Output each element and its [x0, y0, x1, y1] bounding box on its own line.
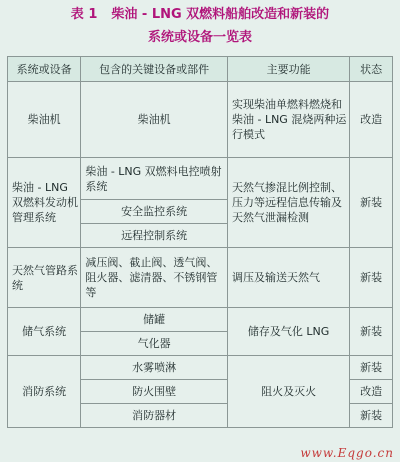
component-cell: 柴油 - LNG 双燃料电控喷射系统 [81, 158, 228, 200]
component-cell: 减压阀、截止阀、透气阀、阻火器、滤清器、不锈钢管等 [81, 248, 228, 308]
status-cell: 新装 [350, 404, 393, 428]
table-caption-text: 柴油 - LNG 双燃料船舶改造和新装的 [111, 7, 330, 22]
table-row [8, 158, 393, 200]
component-cell: 气化器 [81, 332, 228, 356]
function-cell: 阻火及灭火 [227, 356, 349, 428]
component-cell: 消防器材 [81, 404, 228, 428]
function-cell: 调压及输送天然气 [227, 248, 349, 308]
table-header-row [8, 57, 393, 82]
component-cell: 柴油机 [81, 82, 228, 158]
table-caption-line1 [0, 7, 400, 23]
component-cell: 安全监控系统 [81, 200, 228, 224]
equipment-table [7, 56, 393, 428]
system-cell: 天然气管路系统 [8, 248, 81, 308]
status-cell: 改造 [350, 82, 393, 158]
table-caption-line2: 系统或设备一览表 [147, 30, 252, 45]
component-cell: 水雾喷淋 [81, 356, 228, 380]
table-number: 表 1 [70, 7, 98, 22]
function-cell: 实现柴油单燃料燃烧和柴油 - LNG 混烧两种运行模式 [227, 82, 349, 158]
system-cell: 储气系统 [8, 308, 81, 356]
header-status: 状态 [350, 57, 393, 82]
table-row [8, 356, 393, 380]
header-component: 包含的关键设备或部件 [81, 57, 228, 82]
status-cell: 改造 [350, 380, 393, 404]
table-row [8, 248, 393, 308]
status-cell: 新装 [350, 308, 393, 356]
header-system: 系统或设备 [8, 57, 81, 82]
table-row [8, 82, 393, 158]
status-cell: 新装 [350, 158, 393, 248]
header-function: 主要功能 [227, 57, 349, 82]
system-cell: 柴油机 [8, 82, 81, 158]
table-row [8, 308, 393, 332]
function-cell: 天然气掺混比例控制、压力等远程信息传输及天然气泄漏检测 [227, 158, 349, 248]
component-cell: 储罐 [81, 308, 228, 332]
status-cell: 新装 [350, 356, 393, 380]
system-cell: 柴油 - LNG 双燃料发动机管理系统 [8, 158, 81, 248]
function-cell: 储存及气化 LNG [227, 308, 349, 356]
site-watermark: www.Eqgo.cn [300, 446, 394, 460]
system-cell: 消防系统 [8, 356, 81, 428]
component-cell: 远程控制系统 [81, 224, 228, 248]
status-cell: 新装 [350, 248, 393, 308]
component-cell: 防火围壁 [81, 380, 228, 404]
